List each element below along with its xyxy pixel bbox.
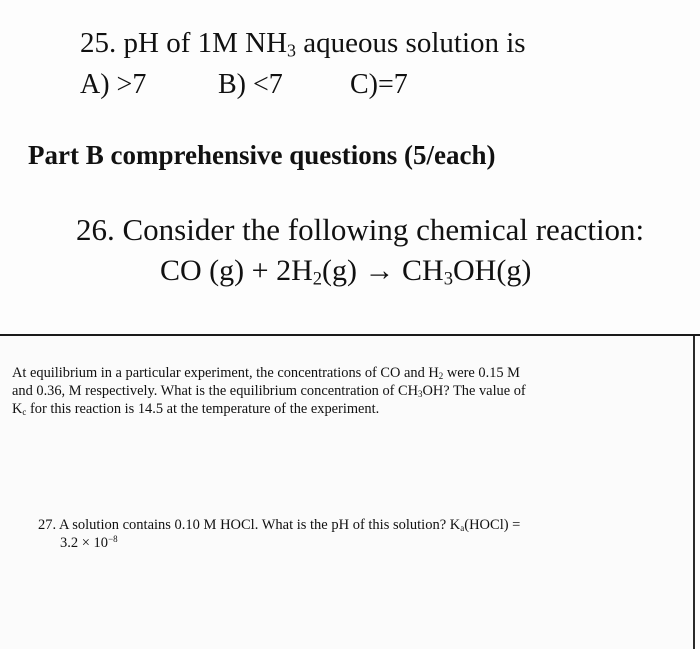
option-b: B) <7 <box>218 69 283 100</box>
text: were 0.15 M <box>443 365 520 381</box>
question-25-text: 25. pH of 1M NH <box>80 27 288 59</box>
text: and 0.36, M respectively. What is the equilibrium concentration of CH <box>12 383 419 399</box>
subscript: 3 <box>443 268 453 290</box>
paragraph-line-2 <box>12 382 632 400</box>
question-27-line-2 <box>38 534 520 552</box>
subscript: 3 <box>418 389 423 400</box>
reaction-lhs: CO (g) + 2H <box>160 254 313 287</box>
option-c: C)=7 <box>350 69 408 100</box>
chemical-reaction <box>160 254 532 290</box>
question-25 <box>80 27 526 61</box>
subscript: 2 <box>438 371 444 382</box>
subscript: c <box>22 407 27 418</box>
question-26-paragraph <box>12 364 632 418</box>
question-27-line-1 <box>38 516 520 534</box>
text: At equilibrium in a particular experiment, the concentrations of CO and H <box>12 365 439 381</box>
reaction-rhs: OH(g) <box>453 254 532 287</box>
part-b-heading: Part B comprehensive questions (5/each) <box>28 140 496 170</box>
text: 3.2 × 10 <box>60 535 109 551</box>
text: K <box>12 401 23 417</box>
question-27 <box>38 516 520 552</box>
paragraph-line-1 <box>12 364 632 382</box>
reaction-arrow: (g) → CH <box>322 254 444 287</box>
paragraph-line-3 <box>12 400 632 418</box>
subscript: 2 <box>312 268 323 290</box>
text: (HOCl) = <box>464 517 521 533</box>
subscript: a <box>460 523 465 534</box>
panel-right-border <box>693 336 695 649</box>
superscript: −8 <box>108 534 118 545</box>
text: 27. A solution contains 0.10 M HOCl. What is the pH of this solution? K <box>38 517 461 533</box>
question-26-stem: 26. Consider the following chemical reaction: <box>76 212 645 247</box>
text: OH? The value of <box>422 383 526 399</box>
question-25-text-end: aqueous solution is <box>296 27 526 59</box>
subscript: 3 <box>287 40 297 61</box>
option-a: A) >7 <box>80 69 147 100</box>
text: for this reaction is 14.5 at the temperature of the experiment. <box>26 401 380 417</box>
